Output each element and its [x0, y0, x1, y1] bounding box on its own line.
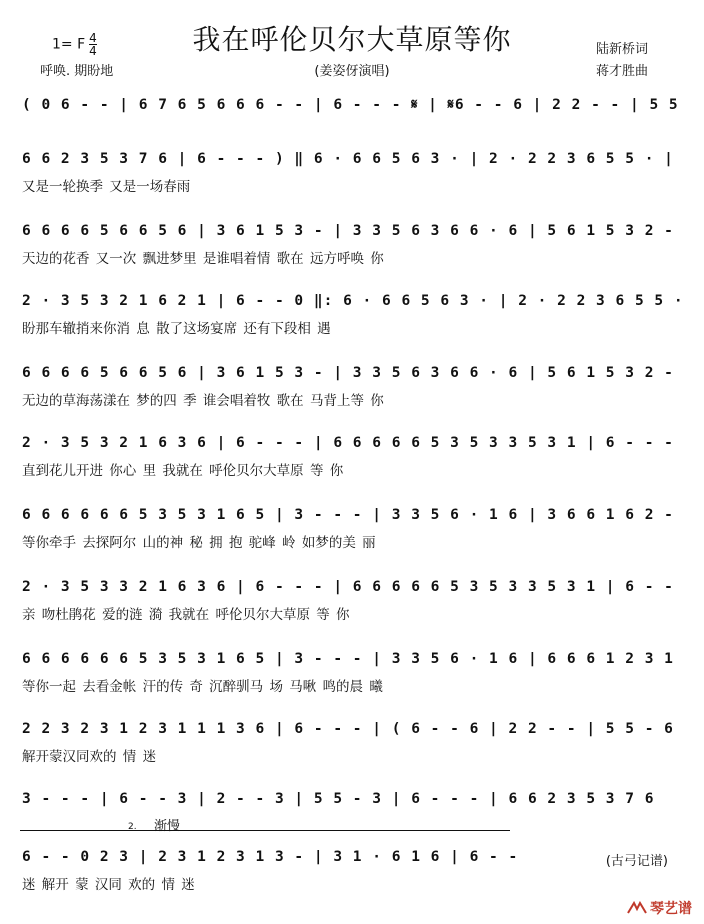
logo-icon	[627, 901, 647, 915]
composer: 蒋才胜曲	[595, 64, 648, 79]
lyrics-row: 直到花儿开进 你心 里 我就在 呼伦贝尔大草原 等 你	[22, 463, 344, 479]
notation-row: 6 6 6 6 5 6 6 5 6 | 3 6 1 5 3 - | 3 3 5 6 3 6 6 · 6 | 5 6 1 5 3 2 -	[22, 365, 674, 381]
time-top: 4	[89, 31, 97, 45]
notation-row: 2 2 3 2 3 1 2 3 1 1 1 3 6 | 6 - - - | ( 6 - - 6 | 2 2 - - | 5 5 - 6	[22, 721, 674, 737]
lyrics-row: 迷 解开 蒙 汉同 欢的 情 迷	[22, 877, 195, 893]
lyrics-row: 天边的花香 又一次 飘进梦里 是谁唱着情 歌在 远方呼唤 你	[22, 251, 384, 267]
notation-row: 6 6 6 6 6 6 5 3 5 3 1 6 5 | 3 - - - | 3 3 5 6 · 1 6 | 3 6 6 1 6 2 -	[22, 507, 674, 523]
lyrics-row: 无边的草海荡漾在 梦的四 季 谁会唱着牧 歌在 马背上等 你	[22, 393, 384, 409]
notation-row: 6 6 6 6 5 6 6 5 6 | 3 6 1 5 3 - | 3 3 5 6 3 6 6 · 6 | 5 6 1 5 3 2 -	[22, 223, 674, 239]
notation-row: 6 - - 0 2 3 | 2 3 1 2 3 1 3 - | 3 1 · 6 1 6 | 6 - -	[22, 849, 519, 865]
notation-row: 2 · 3 5 3 2 1 6 2 1 | 6 - - 0 ‖: 6 · 6 6 5 6 3 · | 2 · 2 2 3 6 5 5 ·	[22, 293, 684, 309]
key-label: 1= F	[52, 36, 86, 53]
volta-number: 2.	[128, 822, 137, 832]
lyrics-row: 解开蒙汉同欢的 情 迷	[22, 749, 157, 765]
notation-row: 2 · 3 5 3 2 1 6 3 6 | 6 - - - | 6 6 6 6 6 5 3 5 3 3 5 3 1 | 6 - - -	[22, 435, 674, 451]
song-title: 我在呼伦贝尔大草原等你	[192, 23, 512, 56]
notation-row: 3 - - - | 6 - - 3 | 2 - - 3 | 5 5 - 3 | 6 - - - | 6 6 2 3 5 3 7 6	[22, 791, 655, 807]
lyrics-row: 盼那车辙捎来你消 息 散了这场宴席 还有下段相 遇	[22, 321, 331, 337]
notation-row: 6 6 6 6 6 6 5 3 5 3 1 6 5 | 3 - - - | 3 3 5 6 · 1 6 | 6 6 6 1 2 3 1	[22, 651, 674, 667]
singer: (姜姿伢演唱)	[314, 64, 390, 79]
site-logo	[627, 898, 692, 918]
key-signature	[52, 32, 97, 57]
lyrics-row: 等你一起 去看金帐 汗的传 奇 沉醉驯马 场 马啾 鸣的晨 曦	[22, 679, 383, 695]
lyrics-row: 又是一轮换季 又是一场春雨	[22, 179, 191, 195]
time-bottom: 4	[89, 44, 97, 58]
tempo-change: 渐慢	[154, 819, 181, 834]
lyricist: 陆新桥词	[595, 42, 648, 57]
transcriber-note: (古弓记谱)	[605, 854, 668, 869]
lyrics-row: 等你牵手 去探阿尔 山的神 秘 拥 抱 驼峰 岭 如梦的美 丽	[22, 535, 376, 551]
volta-bracket	[20, 830, 510, 831]
lyrics-row: 亲 吻杜鹃花 爱的涟 漪 我就在 呼伦贝尔大草原 等 你	[22, 607, 350, 623]
logo-text: 琴艺谱	[650, 901, 692, 917]
time-signature	[89, 32, 97, 57]
tempo-mark: 呼唤. 期盼地	[40, 64, 114, 79]
notation-row: 2 · 3 5 3 3 2 1 6 3 6 | 6 - - - | 6 6 6 6 6 5 3 5 3 3 5 3 1 | 6 - -	[22, 579, 674, 595]
notation-row: 6 6 2 3 5 3 7 6 | 6 - - - ) ‖ 6 · 6 6 5 6 3 · | 2 · 2 2 3 6 5 5 · |	[22, 151, 674, 167]
notation-row: ( 0 6 - - | 6 7 6 5 6 6 6 - - | 6 - - - 𝄋 | 𝄋6 - - 6 | 2 2 - - | 5 5	[22, 97, 679, 113]
